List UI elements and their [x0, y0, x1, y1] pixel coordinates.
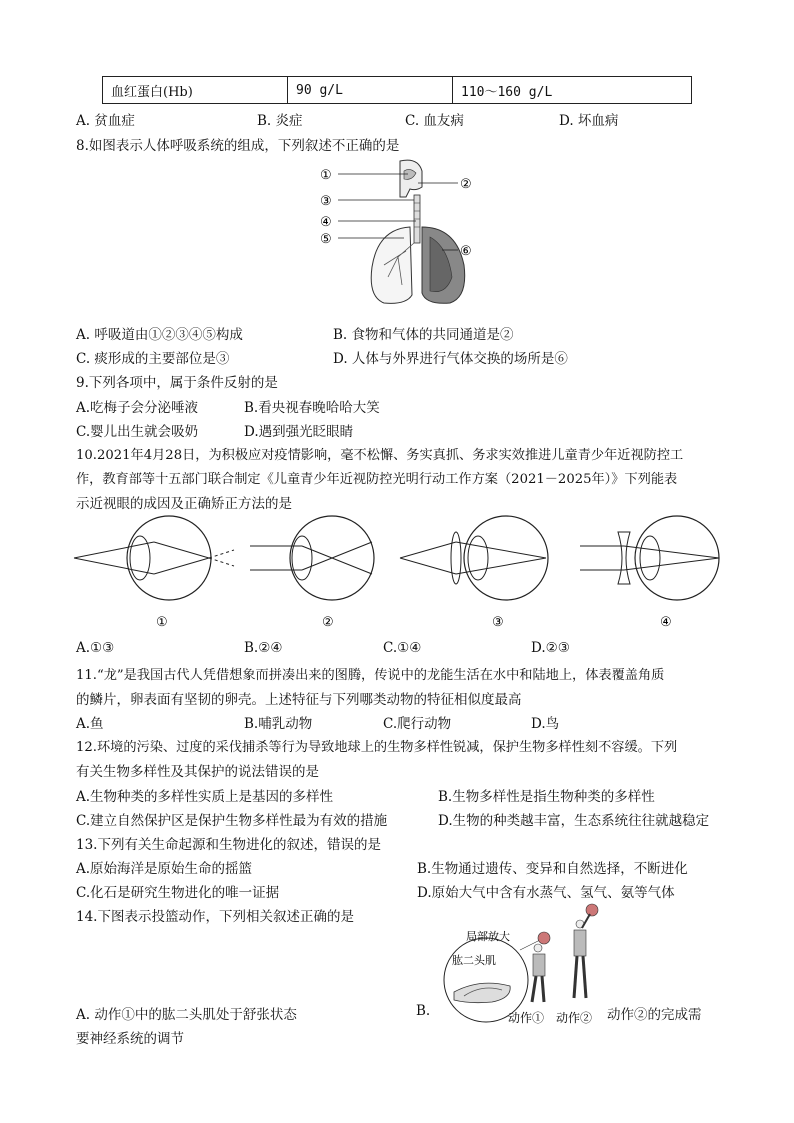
q12-line-2: 有关生物多样性及其保护的说法错误的是 [76, 764, 319, 780]
q8-option-c[interactable]: C. 痰形成的主要部位是③ [76, 351, 230, 367]
table-cell-result: 90 g/L [288, 77, 453, 104]
zoom-label: 局部放大 [466, 930, 510, 943]
q14-option-b-suffix: 动作②的完成需 [607, 1007, 702, 1023]
q13-option-a[interactable]: A.原始海洋是原始生命的摇篮 [76, 861, 253, 877]
q8-option-d[interactable]: D. 人体与外界进行气体交换的场所是⑥ [333, 351, 568, 367]
table-cell-reference: 110～160 g/L [453, 77, 692, 104]
muscle-label: 肱二头肌 [452, 954, 496, 967]
q7-option-c[interactable]: C. 血友病 [405, 113, 464, 129]
q11-option-a[interactable]: A.鱼 [76, 716, 104, 732]
label-4: ④ [320, 215, 332, 230]
label-2: ② [460, 177, 472, 192]
eye-label-2: ② [322, 615, 334, 630]
eye-diagram-3 [400, 516, 548, 630]
basketball-shot-figure [440, 900, 610, 1030]
q14-option-a[interactable]: A. 动作①中的肱二头肌处于舒张状态 [76, 1007, 297, 1023]
eye-diagram-4 [580, 516, 719, 630]
eye-diagram-2 [250, 516, 374, 630]
q12-line-1: 12.环境的污染、过度的采伐捕杀等行为导致地球上的生物多样性锐减，保护生物多样性刻不容缓。下列 [76, 740, 678, 755]
q9-option-c[interactable]: C.婴儿出生就会吸奶 [76, 424, 199, 440]
eye-label-3: ③ [492, 615, 504, 630]
q7-option-d[interactable]: D. 坏血病 [559, 113, 619, 129]
eye-label-1: ① [156, 615, 168, 630]
player-action-2 [574, 904, 598, 998]
q12-option-b[interactable]: B.生物多样性是指生物种类的多样性 [438, 789, 655, 805]
q10-option-d[interactable]: D.②③ [531, 640, 570, 656]
q10-option-a[interactable]: A.①③ [76, 640, 115, 656]
q9-stem: 9.下列各项中，属于条件反射的是 [76, 375, 278, 391]
q11-option-d[interactable]: D.鸟 [531, 716, 560, 732]
q14-option-b-prefix[interactable]: B. [416, 1003, 431, 1019]
action-1-label: 动作① [508, 1011, 545, 1025]
q13-option-b[interactable]: B.生物通过遗传、变异和自然选择，不断进化 [417, 861, 688, 877]
q10-option-c[interactable]: C.①④ [383, 640, 422, 656]
label-6: ⑥ [460, 244, 472, 259]
q9-option-a[interactable]: A.吃梅子会分泌唾液 [76, 400, 199, 416]
eye-diagrams-figure [74, 512, 724, 632]
q14-stem: 14.下图表示投篮动作，下列相关叙述正确的是 [76, 909, 354, 925]
q13-option-c[interactable]: C.化石是研究生物进化的唯一证据 [76, 885, 280, 901]
q13-stem: 13.下列有关生命起源和生物进化的叙述，错误的是 [76, 837, 381, 853]
q8-option-b[interactable]: B. 食物和气体的共同通道是② [333, 327, 514, 343]
table-cell-item: 血红蛋白(Hb) [103, 77, 288, 104]
table-row [103, 77, 692, 104]
q10-line-2: 作，教育部等十五部门联合制定《儿童青少年近视防控光明行动工作方案（2021－2025年）》下列能表 [76, 472, 678, 487]
q13-option-d[interactable]: D.原始大气中含有水蒸气、氢气、氨等气体 [417, 885, 675, 901]
action-2-label: 动作② [556, 1011, 593, 1025]
q12-option-a[interactable]: A.生物种类的多样性实质上是基因的多样性 [76, 789, 334, 805]
eye-diagram-1 [74, 516, 234, 630]
q9-option-d[interactable]: D.遇到强光眨眼睛 [244, 424, 354, 440]
label-5: ⑤ [320, 232, 332, 247]
q9-option-b[interactable]: B.看央视春晚哈哈大笑 [244, 400, 380, 416]
q11-line-1: 11.“龙”是我国古代人凭借想象而拼凑出来的图腾，传说中的龙能生活在水中和陆地上，体表覆盖角质 [76, 668, 665, 683]
q8-stem: 8.如图表示人体呼吸系统的组成，下列叙述不正确的是 [76, 138, 400, 154]
q14-option-b-continuation: 要神经系统的调节 [76, 1031, 184, 1047]
q10-option-b[interactable]: B.②④ [244, 640, 283, 656]
q7-option-b[interactable]: B. 炎症 [257, 113, 303, 129]
q11-line-2: 的鳞片，卵表面有坚韧的卵壳。上述特征与下列哪类动物的特征相似度最高 [76, 692, 522, 708]
q12-option-c[interactable]: C.建立自然保护区是保护生物多样性最为有效的措施 [76, 813, 388, 829]
q10-line-3: 示近视眼的成因及正确矫正方法的是 [76, 496, 292, 512]
label-3: ③ [320, 194, 332, 209]
label-1: ① [320, 168, 332, 183]
respiratory-system-figure [318, 157, 498, 307]
q11-option-c[interactable]: C.爬行动物 [383, 716, 452, 732]
eye-label-4: ④ [660, 615, 672, 630]
blood-test-table [102, 76, 692, 104]
q8-option-a[interactable]: A. 呼吸道由①②③④⑤构成 [76, 327, 243, 343]
q10-line-1: 10.2021年4月28日，为积极应对疫情影响，毫不松懈、务实真抓、务求实效推进儿童青少年近视防控工 [76, 448, 684, 463]
q7-option-a[interactable]: A. 贫血症 [76, 113, 135, 129]
q12-option-d[interactable]: D.生物的种类越丰富，生态系统往往就越稳定 [438, 813, 710, 829]
q11-option-b[interactable]: B.哺乳动物 [244, 716, 313, 732]
